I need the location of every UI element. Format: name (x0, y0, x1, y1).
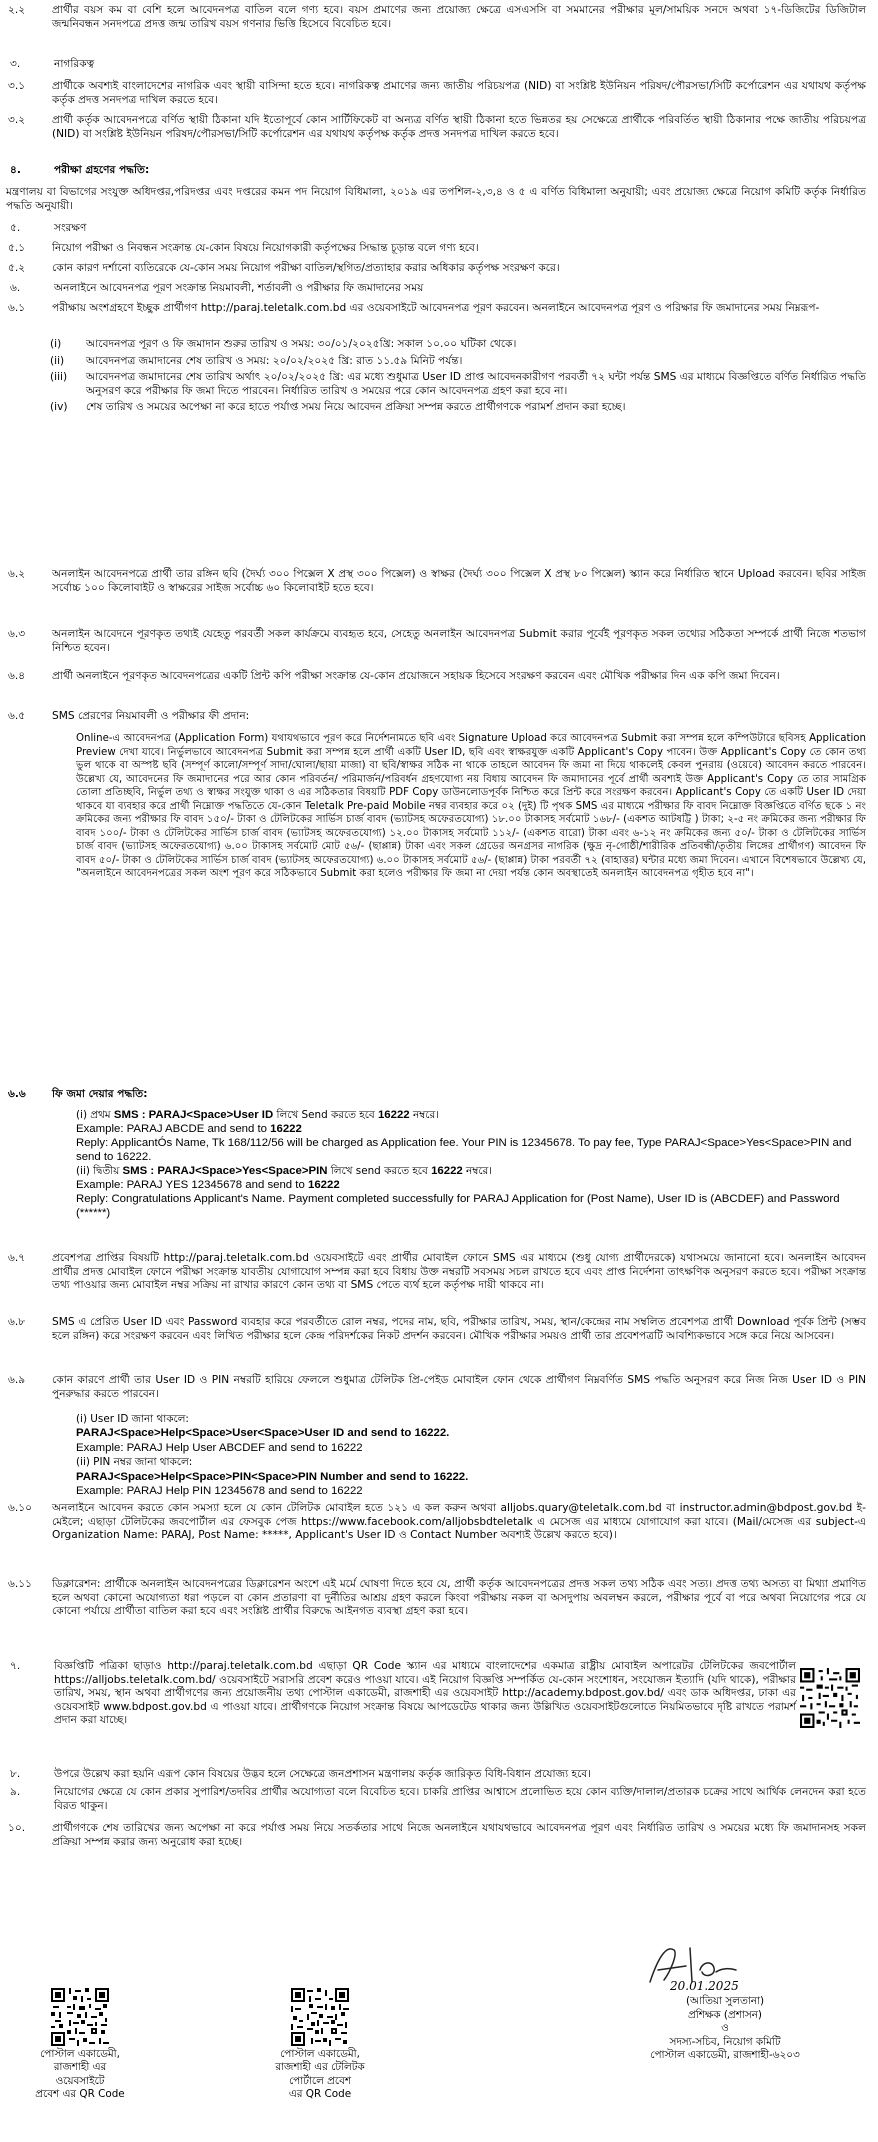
item-text: আবেদনপত্র পূরণ ও ফি জমাদান শুরুর তারিখ ও সময়: ৩০/০১/২০২৫খ্রি: সকাল ১০.০০ ঘটিকা থেকে। (86, 338, 517, 350)
clause-number: ৬.৮ (8, 1316, 26, 1328)
second-sms-mid: লিখে send করতে হবে (327, 1165, 432, 1177)
item-number: (ii) (50, 354, 65, 367)
pin-recovery-command (76, 1470, 866, 1484)
section-number: ৮. (10, 1768, 21, 1780)
uid-recovery-command (76, 1426, 866, 1440)
clause-number: ৬.৭ (8, 1252, 26, 1264)
section-title: অনলাইনে আবেদনপত্র পূরণ সংক্রান্ত নিয়মাবলী, শর্তাবলী ও পরীক্ষার ফি জমাদানের সময় (54, 282, 424, 294)
clause-text: প্রার্থী কর্তৃক আবেদনপত্রে বর্ণিত স্থায়ী ঠিকানা যদি ইতোপূর্বে কোন সার্টিফিকেট বা অন্যত্র বর্ণিত স্থায়ী ঠিকানা হতে ভিন্নতর হয় সেক্ষেত্রে প্রার্থীকে পরিবর্তিত স্থায়ী ঠিকানার পক্ষে জাতীয় পরিচয়পত্র (NID) বা সংশ্লিষ্ট ইউনিয়ন পরিষদ/পৌরসভা/সিটি কর্পোরেশন এর যথাযথ কর্তৃপক্ষ কর্তৃক প্রদত্ত সনদপত্র দাখিল করতে হবে। (52, 114, 866, 140)
first-sms-line (76, 1108, 866, 1122)
clause-number: ৩.২ (8, 114, 26, 126)
section-text: উপরে উল্লেখ করা হয়নি এরূপ কোন বিষয়ের উদ্ভব হলে সেক্ষেত্রে জনপ্রশাসন মন্ত্রণালয় কর্তৃক জারিকৃত বিধি-বিধান প্রযোজ্য হবে। (54, 1768, 592, 1780)
clause-number: ৫.১ (8, 242, 26, 254)
clause-title: SMS প্রেরণের নিয়মাবলী ও পরীক্ষার ফী প্রদান: (52, 710, 250, 722)
section-4-body: মন্ত্রণালয় বা বিভাগের সংযুক্ত অধিদপ্তর,পরিদপ্তর এবং দপ্তরের কমন পদ নিয়োগ বিধিমালা, ২০১৯ এর তপশিল-২,৩,৪ ও ৫ এ বর্ণিত বিধিমালা অনুযায়ী; এবং প্রয়োজ্য ক্ষেত্রে নিয়োগ কমিটি কর্তৃক নির্ধারিত পদ্ধতি অনুযায়ী। (6, 186, 866, 212)
qr-caption-line: ওয়েবসাইটে (55, 2074, 105, 2087)
clause-6-9 (6, 1374, 866, 1401)
clause-6-6 (6, 1088, 866, 1102)
clause-number: ৬.১১ (8, 1578, 33, 1590)
qr-caption-line: এর QR Code (288, 2088, 352, 2101)
clause-number: ৫.২ (8, 262, 26, 274)
qr-caption-line: পোস্টাল একাডেমী, (280, 2048, 360, 2060)
clause-3-2 (6, 114, 866, 141)
qr-caption-line: প্রবেশ এর QR Code (35, 2088, 125, 2101)
clause-2-2 (6, 4, 866, 31)
schedule-list (50, 338, 866, 415)
first-example (76, 1122, 866, 1136)
item-text: আবেদনপত্র জমাদানের শেষ তারিখ ও সময়: ২০/০২/২০২৫ খ্রি: রাত ১১.৫৯ মিনিট পর্যন্ত। (86, 354, 463, 367)
signatory-title: পোস্টাল একাডেমী, রাজশাহী-৬২০৩ (650, 2049, 800, 2062)
clause-number: ৬.৫ (8, 710, 26, 722)
example-text: Example: PARAJ YES 12345678 and send to (76, 1179, 308, 1191)
qr-caption-line: রাজশাহী এর টেলিটক (275, 2061, 365, 2074)
second-sms-command: SMS : PARAJ<Space>Yes<Space>PIN (122, 1165, 328, 1177)
section-number: ৪. (10, 164, 21, 176)
sms-rules-body: Online-এ আবেদনপত্র (Application Form) যথাযথভাবে পূরণ করে নির্দেশনামতে ছবি এবং Signature Upload করে আবেদনপত্র Submit করা সম্পন্ন হলে কম্পিউটারে ছবিসহ Application Preview দেখা যাবে। নির্ভুলভাবে আবেদনপত্র Submit করা সম্পন্ন হলে প্রার্থী একটি User ID, ছবি এবং স্বাক্ষরযুক্ত একটি Applicant's Copy পাবেন। উক্ত Applicant's Copy তে কোন তথ্য ভুল থাকে বা অস্পষ্ট ছবি (সম্পূর্ণ কালো/সম্পূর্ণ সাদা/ঘোলা/ছায়া মাজা) বা ছবি/স্বাক্ষর সঠিক না থাকে তাহলে আবেদন ফি জমা না দিয়ে থাকলেই কেবল পুনরায় (ওয়েবে) আবেদন করতে পারবেন। উল্লেখ্য যে, আবেদনের ফি জমাদানের পরে আর কোন পরিবর্তন/ পরিমার্জন/পরিবর্ধন গ্রহণযোগ্য নয় বিধায় আবেদন ফি জমাদানের পূর্বে প্রার্থী অবশ্যই উক্ত Applicant's Copy তে তার সামগ্রিক তোলা প্রতিচ্ছবি, নির্ভুল তথ্য ও স্বাক্ষর সংযুক্ত থাকা ও এর সঠিকতার বিষয়টি PDF Copy ডাউনলোডপূর্বক নিশ্চিত করে প্রিন্ট করে সংরক্ষণ করবেন। Applicant's Copy তে একটি User ID দেয়া থাকবে যা ব্যবহার করে প্রার্থী নিম্নোক্ত পদ্ধতিতে যে-কোন Teletalk Pre-paid Mobile নম্বর ব্যবহার করে ০২ (দুই) টি পৃথক SMS এর মাধ্যমে পরীক্ষার ফি বাবদ নিম্নোক্ত বিজ্ঞপ্তিতে বর্ণিত ছকে ১ নং ক্রমিকের জন্য পরীক্ষার ফি বাবদ ১৫০/- টাকা ও টেলিটকের সার্ভিস চার্জ বাবদ (ভ্যাটসহ অফেরতযোগ্য) ১৮.০০ টাকাসহ সর্বমোট ১৬৮/- (একশত আটষট্টি ) টাকা; ২-৫ নং ক্রমিকের জন্য পরীক্ষার ফি বাবদ ১০০/- টাকা ও টেলিটকের সার্ভিস চার্জ বাবদ (ভ্যাটসহ অফেরতযোগ্য) ১২.০০ টাকাসহ সর্বমোট ১১২/- (একশত বারো) টাকা এবং ৬-১২ নং ক্রমিকের জন্য ৫০/- টাকা ও টেলিটকের সার্ভিস চার্জ বাবদ (ভ্যাটসহ অফেরতযোগ্য) ৬.০০ টাকাসহ সর্বমোট মোট ৫৬/- (ছাপ্পান্ন) টাকা এবং সকল গ্রেডের অনগ্রসর নাগরিক (ক্ষুদ্র নৃ-গোষ্ঠী/শারীরিক প্রতিবন্ধী/তৃতীয় লিঙ্গের প্রার্থীগণ) আবেদন ফি বাবদ ৫০/- টাকা ও টেলিটকের সার্ভিস চার্জ বাবদ (ভ্যাটসহ অফেরতযোগ্য) ৬.০০ টাকাসহ সর্বমোট ৫৬/- (ছাপ্পান্ন) টাকা পরবর্তী ৭২ (বাহাত্তর) ঘন্টার মধ্যে জমা দিবেন। এখানে বিশেষভাবে উল্লেখ্য যে, "অনলাইনে আবেদনপত্রের সকল অংশ পূরণ করে সঠিকভাবে Submit করা হলেও পরীক্ষার ফি জমা না দেয়া পর্যন্ত কোন অবস্থাতেই অনলাইন আবেদনপত্র গৃহীত হবে না"। (76, 733, 866, 879)
section-6-heading (6, 282, 866, 296)
item-number: (iii) (50, 371, 68, 384)
section-text: বিজ্ঞপ্তিটি পত্রিকা ছাড়াও http://paraj.teletalk.com.bd এছাড়া QR Code স্ক্যান এর মাধ্যমে বাংলাদেশের একমাত্র রাষ্ট্রীয় মোবাইল অপারেটর টেলিটকের জবপোর্টাল https://alljobs.teletalk.com.bd/ ওয়েবসাইটে সরাসরি প্রবেশ করেও পাওয়া যাবে। এই নিয়োগ বিজ্ঞপ্তি সম্পর্কিত যে-কোন সংশোধন, সংযোজন ইত্যাদি (যদি থাকে), পরীক্ষার তারিখ, সময়, স্থান অথবা প্রার্থীগণের জন্য প্রয়োজনীয় তথ্য পোস্টাল একাডেমী, রাজশাহী এর ওয়েবসাইট http://academy.bdpost.gov.bd/ এবং ডাক অধিদপ্তর, ঢাকা এর ওয়েবসাইট www.bdpost.gov.bd এ পাওয়া যাবে। প্রার্থীগণকে নিয়োগ সংক্রান্ত বিষয়ে আপডেটেড থাকার জন্য উল্লিখিত ওয়েবসাইটগুলোতে নিয়মিতভাবে দৃষ্টি রাখতে পরামর্শ প্রদান করা যাচ্ছে। (54, 1660, 796, 1727)
clause-text: অনলাইনে আবেদন করতে কোন সমস্যা হলে যে কোন টেলিটক মোবাইল হতে ১২১ এ কল করুন অথবা alljobs.quary@teletalk.com.bd বা instructor.admin@bdpost.gov.bd ই-মেইলে; এছাড়া টেলিটকের জবপোর্টাল এর ফেসবুক পেজ https://www.facebook.com/alljobsbdteletalk এ মেসেজ এর মাধ্যমে যোগাযোগ করা যাবে। (Mail/মেসেজ এর subject-এ Organization Name: PARAJ, Post Name: *****, Applicant's User ID ও Contact Number অবশ্যই উল্লেখ করতে হবে)। (52, 1502, 866, 1542)
first-sms-mid: লিখে Send করতে হবে (273, 1109, 378, 1121)
qr-code-icon (51, 1988, 109, 2046)
section-number: ৭. (10, 1660, 21, 1672)
clause-number: ৬.৪ (8, 670, 26, 682)
section-8 (6, 1768, 866, 1782)
qr-caption-line: রাজশাহী এর (53, 2061, 107, 2074)
item-text: শেষ তারিখ ও সময়ের অপেক্ষা না করে হাতে পর্যাপ্ত সময় নিয়ে আবেদন প্রক্রিয়া সম্পন্ন করতে প্রার্থীগণকে পরামর্শ প্রদান করা হচ্ছে। (86, 401, 626, 414)
clause-text: প্রার্থীকে অবশ্যই বাংলাদেশের নাগরিক এবং স্থায়ী বাসিন্দা হতে হবে। নাগরিকত্ব প্রমাণের জন্য জাতীয় পরিচয়পত্র (NID) বা সংশ্লিষ্ট ইউনিয়ন পরিষদ/পৌরসভা/সিটি কর্পোরেশন এর যথাযথ কর্তৃপক্ষ কর্তৃক প্রদত্ত সনদপত্র দাখিল করতে হবে। (52, 80, 866, 106)
signatory-title: প্রশিক্ষক (প্রশাসন) (688, 2008, 762, 2021)
fee-payment-steps (76, 1108, 866, 1220)
section-title: নাগরিকত্ব (54, 58, 95, 70)
clause-6-8 (6, 1316, 866, 1343)
clause-3-1 (6, 80, 866, 107)
clause-number: ৬.১০ (8, 1502, 33, 1514)
clause-number: ৬.৯ (8, 1374, 26, 1386)
second-sms-suffix: নম্বরে। (462, 1165, 492, 1177)
pin-command-prefix: PARAJ<Space>Help<Space>PIN<Space> (76, 1470, 299, 1483)
signatory-title: সদস্য-সচিব, নিয়োগ কমিটি (669, 2035, 781, 2048)
qr-caption-line: পোস্টাল একাডেমী, (40, 2048, 120, 2060)
qr-code-icon (291, 1988, 349, 2046)
example-text: Example: PARAJ ABCDE and send to (76, 1123, 271, 1135)
pin-recovery-example: Example: PARAJ Help PIN 12345678 and send to 16222 (76, 1485, 363, 1498)
clause-number: ৬.৩ (8, 628, 26, 640)
second-example (76, 1178, 866, 1192)
clause-text: কোন কারণ দর্শানো ব্যতিরেকে যে-কোন সময় নিয়োগ পরীক্ষা বাতিল/স্থগিত/প্রত্যাহার করার অধিকার কর্তৃপক্ষ সংরক্ষণ করে। (52, 262, 560, 274)
clause-text: SMS এ প্রেরিত User ID এবং Password ব্যবহার করে পরবর্তীতে রোল নম্বর, পদের নাম, ছবি, পরীক্ষার তারিখ, সময়, স্থান/কেন্দ্রের নাম সম্বলিত প্রবেশপত্র প্রার্থী Download পূর্বক প্রিন্ট (সম্ভব হলে রঙ্গিন) করে সংরক্ষণ করবেন এবং লিখিত পরীক্ষার হলে কেন্দ্র পরিদর্শকের নিকট প্রদর্শন করবেন। মৌখিক পরীক্ষার সময়ও প্রার্থী তার প্রবেশপত্রটি আবশ্যিকভাবে সঙ্গে করে নিয়ে আসবেন। (52, 1316, 866, 1342)
clause-text: ডিক্লারেশন: প্রার্থীকে অনলাইন আবেদনপত্রের ডিক্লারেশন অংশে এই মর্মে ঘোষণা দিতে হবে যে, প্রার্থী কর্তৃক আবেদনপত্রের প্রদত্ত সকল তথ্য সঠিক এবং সত্য। প্রদত্ত তথ্য অসত্য বা মিথ্যা প্রমাণিত হলে অথবা কোনো অযোগ্যতা ধরা পড়লে বা কোন প্রতারণা বা দুর্নীতির আশ্রয় গ্রহণ করলে কিংবা পরীক্ষায় নকল বা অসদুপায় অবলম্বন করলে, পরীক্ষার পূর্বে বা পরে অথবা নিয়োগের পরে যে কোনো পর্যায়ে প্রার্থীতা বাতিল করা হবে এবং সংশ্লিষ্ট প্রার্থীর বিরুদ্ধে আইনগত ব্যবস্থা গ্রহণ করা হবে। (52, 1578, 866, 1618)
section-number: ৫. (10, 222, 21, 234)
second-reply: Reply: Congratulations Applicant's Name. Payment completed successfully for PARAJ Application for (Post Name), User ID is (ABCDEF) and Password (******) (76, 1193, 840, 1219)
section-title: সংরক্ষণ (54, 222, 87, 234)
uid-recovery-example: Example: PARAJ Help User ABCDEF and send to 16222 (76, 1441, 363, 1454)
schedule-item (50, 355, 866, 369)
clause-text: প্রার্থী অনলাইনে পূরণকৃত আবেদনপত্রের একটি প্রিন্ট কপি পরীক্ষা সংক্রান্ত যে-কোন প্রয়োজনে সহায়ক হিসেবে সংরক্ষণ করবেন এবং মৌখিক পরীক্ষার দিন এক কপি জমা দিবেন। (52, 670, 780, 682)
clause-6-7 (6, 1252, 866, 1293)
example-number: 16222 (270, 1123, 302, 1135)
section-10 (6, 1822, 866, 1849)
schedule-item (50, 401, 866, 415)
section-text: প্রার্থীগণকে শেষ তারিখের জন্য অপেক্ষা না করে পর্যাপ্ত সময় নিয়ে সতর্কতার সাথে নিজে অনলাইনে যথাযথভাবে আবেদনপত্র পূরণ এবং নির্ধারিত তারিখ ও সময়ের মধ্যে ফি জমাদানসহ সকল প্রক্রিয়া সম্পন্ন করার জন্য অনুরোধ করা হচ্ছে। (52, 1822, 866, 1848)
item-text: আবেদনপত্র জমাদানের শেষ তারিখ অর্থাৎ ২০/০২/২০২৫ খ্রি: এর মধ্যে শুধুমাত্র User ID প্রাপ্ত আবেদনকারীগণ পরবর্তী ৭২ ঘন্টা পর্যন্ত SMS এর মাধ্যমে বিজ্ঞপ্তিতে বর্ণিত নির্ধারিত পদ্ধতি অনুসরণ করে পরীক্ষার ফি জমা দিতে পারবেন। নির্ধারিত তারিখ ও সময়ের পরে কোন আবেদনপত্র গ্রহণ করা হবে না। (86, 371, 866, 397)
first-sms-prefix: (i) প্রথম (76, 1109, 114, 1121)
clause-6-10 (6, 1502, 866, 1543)
example-number: 16222 (307, 1179, 340, 1191)
qr-code-icon (800, 1668, 860, 1728)
schedule-item (50, 371, 866, 398)
uid-known-label: (i) User ID জানা থাকলে: (76, 1413, 189, 1425)
signatory-title: ও (721, 2022, 729, 2035)
clause-text: প্রবেশপত্র প্রাপ্তির বিষয়টি http://paraj.teletalk.com.bd ওয়েবসাইটে এবং প্রার্থীর মোবাইল ফোনে SMS এর মাধ্যমে (শুধু যোগ্য প্রার্থীদেরকে) যথাসময়ে জানানো হবে। অনলাইন আবেদন প্রার্থীর প্রদত্ত মোবাইল ফোনে পরীক্ষা সংক্রান্ত যাবতীয় যোগাযোগ সম্পন্ন করা হবে বিধায় উক্ত নম্বরটি সবসময় সচল রাখতে হবে এবং প্রাপ্ত নির্দেশনা তাৎক্ষণিক অনুসরণ করতে হবে। পরীক্ষা সংক্রান্ত তথ্য পাওয়ার জন্য মোবাইল নম্বর সক্রিয় না রাখার কারণে কোন তথ্য বা SMS পেতে ব্যর্থ হলে কর্তৃপক্ষ দায়ী থাকবে না। (52, 1252, 866, 1292)
clause-number: ৬.২ (8, 568, 26, 580)
section-5-heading (6, 222, 866, 236)
section-number: ১০. (8, 1822, 26, 1834)
clause-number: ৩.১ (8, 80, 26, 92)
section-title: পরীক্ষা গ্রহণের পদ্ধতি: (54, 164, 150, 176)
uid-command-prefix: PARAJ<Space>Help<Space>User<Space> (76, 1427, 305, 1440)
first-reply: Reply: ApplicantÓs Name, Tk 168/112/56 will be charged as Application fee. Your PIN is 12345678. To pay fee, Type PARAJ<Space>Yes<Space>PIN and send to 16222. (76, 1137, 852, 1163)
signatory-name: (আতিয়া সুলতানা) (685, 1995, 765, 2008)
clause-text: পরীক্ষায় অংশগ্রহণে ইচ্ছুক প্রার্থীগণ http://paraj.teletalk.com.bd এর ওয়েবসাইটে আবেদনপত্র পূরণ করবেন। অনলাইনে আবেদনপত্র পূরণ ও পরিক্ষার ফি জমাদানের সময় নিম্নরূপ- (52, 302, 820, 314)
clause-5-2 (6, 262, 866, 276)
clause-number: ২.২ (8, 4, 26, 16)
pin-command-suffix: PIN Number and send to 16222. (298, 1470, 469, 1483)
signature-block (610, 1942, 840, 2132)
clause-text: অনলাইন আবেদনে পূরণকৃত তথ্যই যেহেতু পরবর্তী সকল কার্যক্রমে ব্যবহৃত হবে, সেহেতু অনলাইন আবেদনপত্র Submit করার পূর্বেই পূরণকৃত সকল তথ্যের সঠিকতা সম্পর্কে প্রার্থী নিজে শতভাগ নিশ্চিত হবেন। (52, 628, 866, 654)
clause-6-3 (6, 628, 866, 655)
first-sms-suffix: নম্বরে। (409, 1109, 439, 1121)
signature-date: 20.01.2025 (670, 1979, 739, 1993)
second-sms-prefix: (ii) দ্বিতীয় (76, 1165, 123, 1177)
section-text: নিয়োগের ক্ষেত্রে যে কোন প্রকার সুপারিশ/তদবির প্রার্থীর অযোগ্যতা বলে বিবেচিত হবে। চাকরি প্রাপ্তির আশ্বাসে প্রলোভিত হয়ে কোন ব্যক্তি/দালাল/প্রতারক চক্রের সাথে আর্থিক লেনদেন করা হতে বিরত থাকুন। (54, 1786, 866, 1812)
clause-6-5 (6, 710, 866, 724)
credential-recovery (76, 1412, 866, 1498)
clause-6-4 (6, 670, 866, 684)
qr-caption-line: পোর্টালে প্রবেশ (288, 2074, 352, 2087)
second-sms-line (76, 1164, 866, 1178)
second-sms-number: 16222 (431, 1165, 463, 1177)
section-3-heading (6, 58, 866, 72)
section-4-heading (6, 164, 866, 178)
clause-number: ৬.৬ (8, 1088, 26, 1100)
section-7 (6, 1660, 796, 1728)
first-sms-command: SMS : PARAJ<Space>User ID (113, 1109, 274, 1121)
first-sms-number: 16222 (377, 1109, 410, 1121)
clause-text: নিয়োগ পরীক্ষা ও নিবন্ধন সংক্রান্ত যে-কোন বিষয়ে নিয়োগকারী কর্তৃপক্ষের সিদ্ধান্ত চূড়ান্ত বলে গণ্য হবে। (52, 242, 479, 254)
schedule-item (50, 338, 866, 352)
pin-known-label: (ii) PIN নম্বর জানা থাকলে: (76, 1456, 193, 1469)
uid-command-suffix: User ID and send to 16222. (304, 1427, 450, 1440)
clause-6-11 (6, 1578, 866, 1619)
item-number: (i) (50, 338, 62, 350)
clause-title: ফি জমা দেয়ার পদ্ধতি: (52, 1088, 148, 1100)
clause-6-2 (6, 568, 866, 595)
clause-text: কোন কারণে প্রার্থী তার User ID ও PIN নম্বরটি হারিয়ে ফেললে শুধুমাত্র টেলিটক প্রি-পেইড মোবাইল ফোন থেকে প্রার্থীগণ নিম্নবর্ণিত SMS পদ্ধতি অনুসরণ করে নিজ নিজ User ID ও PIN পুনরুদ্ধার করতে পারবেন। (52, 1374, 866, 1400)
academy-website-qr-block (20, 1988, 140, 2102)
clause-text: প্রার্থীর বয়স কম বা বেশি হলে আবেদনপত্র বাতিল বলে গণ্য হবে। বয়স প্রমাণের জন্য প্রয়োজ্য ক্ষেত্রে এসএসসি বা সমমানের পরীক্ষার মূল/সাময়িক সনদে অথবা ১৭-ডিজিটের ডিজিটাল জন্মনিবন্ধন সনদপত্রে প্রদত্ত জন্ম তারিখ বয়স গণনার ভিত্তি হিসেবে বিবেচিত হবে। (52, 4, 866, 30)
clause-6-1 (6, 302, 866, 316)
clause-number: ৬.১ (8, 302, 26, 314)
clause-text: অনলাইন আবেদনপত্রে প্রার্থী তার রঙ্গিন ছবি (দৈর্ঘ্য ৩০০ পিক্সেল X প্রস্থ ৩০০ পিক্সেল) ও স্বাক্ষর (দৈর্ঘ্য ৩০০ পিক্সেল X প্রস্থ ৮০ পিক্সেল) স্ক্যান করে নির্ধারিত স্থানে Upload করবেন। ছবির সাইজ সর্বোচ্চ ১০০ কিলোবাইট ও স্বাক্ষরের সাইজ সর্বোচ্চ ৬০ কিলোবাইট হতে হবে। (52, 568, 866, 594)
section-number: ৬. (10, 282, 21, 294)
academy-teletalk-qr-block (250, 1988, 390, 2102)
clause-5-1 (6, 242, 866, 256)
section-9 (6, 1786, 866, 1813)
teletalk-qr-code (800, 1668, 860, 1728)
section-number: ৩. (10, 58, 21, 70)
section-number: ৯. (10, 1786, 21, 1798)
item-number: (iv) (50, 401, 68, 414)
